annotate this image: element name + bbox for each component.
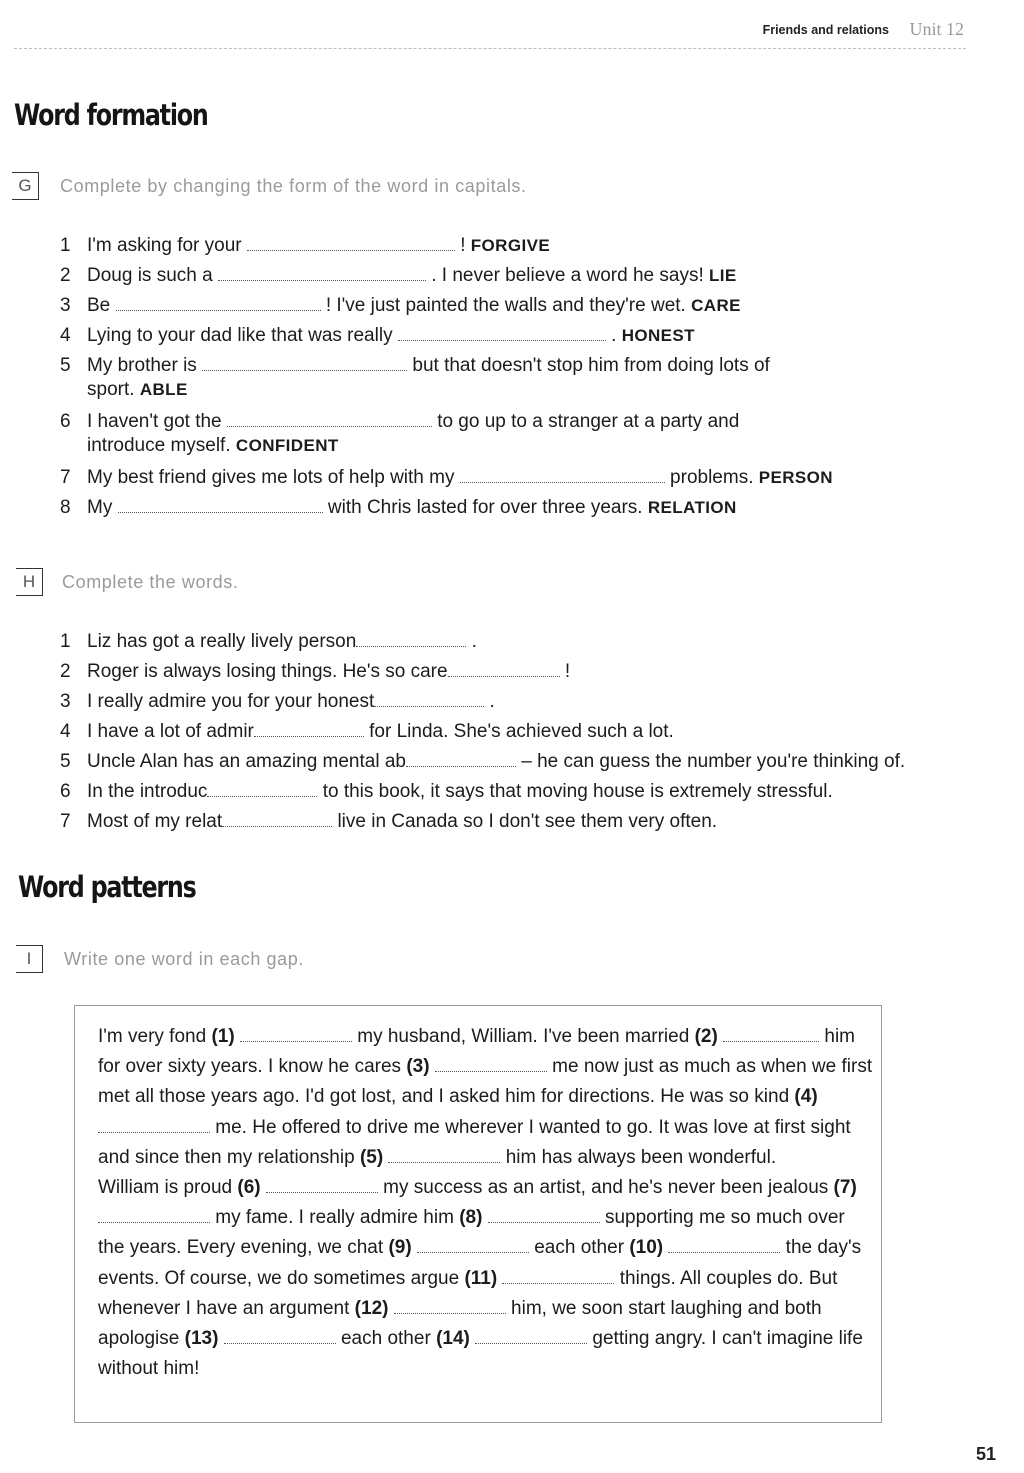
- exercise-h-badge: H: [16, 568, 43, 596]
- answer-gap[interactable]: [227, 410, 432, 427]
- exercise-g-instruction: Complete by changing the form of the word in capitals.: [60, 176, 527, 196]
- list-item: 6 I haven't got the to go up to a stranger at a party and: [60, 411, 740, 432]
- list-item: 2 Roger is always losing things. He's so care !: [60, 661, 571, 682]
- answer-gap[interactable]: [488, 1206, 600, 1223]
- answer-gap[interactable]: [254, 720, 364, 737]
- exercise-g-list: [60, 231, 960, 523]
- exercise-h-list: [60, 627, 960, 837]
- list-item: 5 Uncle Alan has an amazing mental ab – he can guess the number you're thinking of.: [60, 751, 906, 772]
- answer-gap[interactable]: [118, 496, 323, 513]
- answer-gap[interactable]: [475, 1327, 587, 1344]
- answer-gap[interactable]: [435, 1055, 547, 1072]
- answer-gap[interactable]: [207, 780, 317, 797]
- answer-gap[interactable]: [202, 354, 407, 371]
- exercise-i-instruction: Write one word in each gap.: [64, 949, 304, 969]
- answer-gap[interactable]: [356, 630, 466, 647]
- answer-gap[interactable]: [723, 1025, 819, 1042]
- answer-gap[interactable]: [374, 690, 484, 707]
- answer-gap[interactable]: [98, 1116, 210, 1133]
- exercise-h-instruction: Complete the words.: [62, 572, 239, 592]
- list-item-continuation: sport. ABLE: [87, 379, 188, 400]
- list-item: 1 Liz has got a really lively person .: [60, 631, 477, 652]
- list-item-continuation: introduce myself. CONFIDENT: [87, 435, 339, 456]
- answer-gap[interactable]: [222, 810, 332, 827]
- word-patterns-title: Word patterns: [18, 870, 196, 904]
- answer-gap[interactable]: [394, 1297, 506, 1314]
- answer-gap[interactable]: [502, 1267, 614, 1284]
- answer-gap[interactable]: [240, 1025, 352, 1042]
- answer-gap[interactable]: [116, 294, 321, 311]
- answer-gap[interactable]: [460, 466, 665, 483]
- list-item: 6 In the introduc to this book, it says that moving house is extremely stressful.: [60, 781, 833, 802]
- answer-gap[interactable]: [448, 660, 560, 677]
- exercise-i-badge: I: [16, 945, 43, 973]
- list-item: 7 My best friend gives me lots of help with my problems. PERSON: [60, 467, 833, 488]
- answer-gap[interactable]: [247, 234, 455, 251]
- list-item: 4 I have a lot of admir for Linda. She's achieved such a lot.: [60, 721, 674, 742]
- answer-gap[interactable]: [218, 264, 426, 281]
- page-number: 51: [975, 1444, 996, 1464]
- answer-gap[interactable]: [417, 1236, 529, 1253]
- list-item: 4 Lying to your dad like that was really . HONEST: [60, 325, 695, 346]
- answer-gap[interactable]: [406, 750, 516, 767]
- gap-fill-passage: I'm very fond (1) my husband, William. I've been married (2) him for over sixty years. I know he cares (3) me now just as much as when we first met all those years ago. I'd got lost, and I asked him for directions. He was so kind (4) me. He offered to drive me wherever I wanted to go. It was love at first sight and since then my relationship (5) him has always been wonderful. William is proud (6) my success as an artist, and he's never been jealous (7) my fame. I really admire him (8) supporting me so much over the years. Every evening, we chat (9) each other (10) the day's events. Of course, we do sometimes argue (11) things. All couples do. But whenever I have an argument (12) him, we soon start laughing and both apologise (13) each other (14) getting angry. I can't imagine life without him!: [98, 1026, 873, 1380]
- list-item: 7 Most of my relat live in Canada so I don't see them very often.: [60, 811, 718, 832]
- answer-gap[interactable]: [266, 1176, 378, 1193]
- word-formation-title: Word formation: [14, 98, 208, 132]
- answer-gap[interactable]: [388, 1146, 500, 1163]
- exercise-g-badge: G: [12, 172, 39, 200]
- header-divider: [14, 48, 966, 49]
- answer-gap[interactable]: [98, 1206, 210, 1223]
- answer-gap[interactable]: [398, 324, 606, 341]
- answer-gap[interactable]: [668, 1236, 780, 1253]
- list-item: 2 Doug is such a . I never believe a word he says! LIE: [60, 265, 737, 286]
- list-item: 3 I really admire you for your honest .: [60, 691, 495, 712]
- list-item: 1 I'm asking for your ! FORGIVE: [60, 235, 551, 256]
- list-item: 3 Be ! I've just painted the walls and they're wet. CARE: [60, 295, 741, 316]
- list-item: 8 My with Chris lasted for over three years. RELATION: [60, 497, 737, 518]
- list-item: 5 My brother is but that doesn't stop him from doing lots of: [60, 355, 770, 376]
- unit-label: Unit 12: [909, 19, 964, 39]
- answer-gap[interactable]: [224, 1327, 336, 1344]
- section-header: Friends and relations: [762, 23, 889, 37]
